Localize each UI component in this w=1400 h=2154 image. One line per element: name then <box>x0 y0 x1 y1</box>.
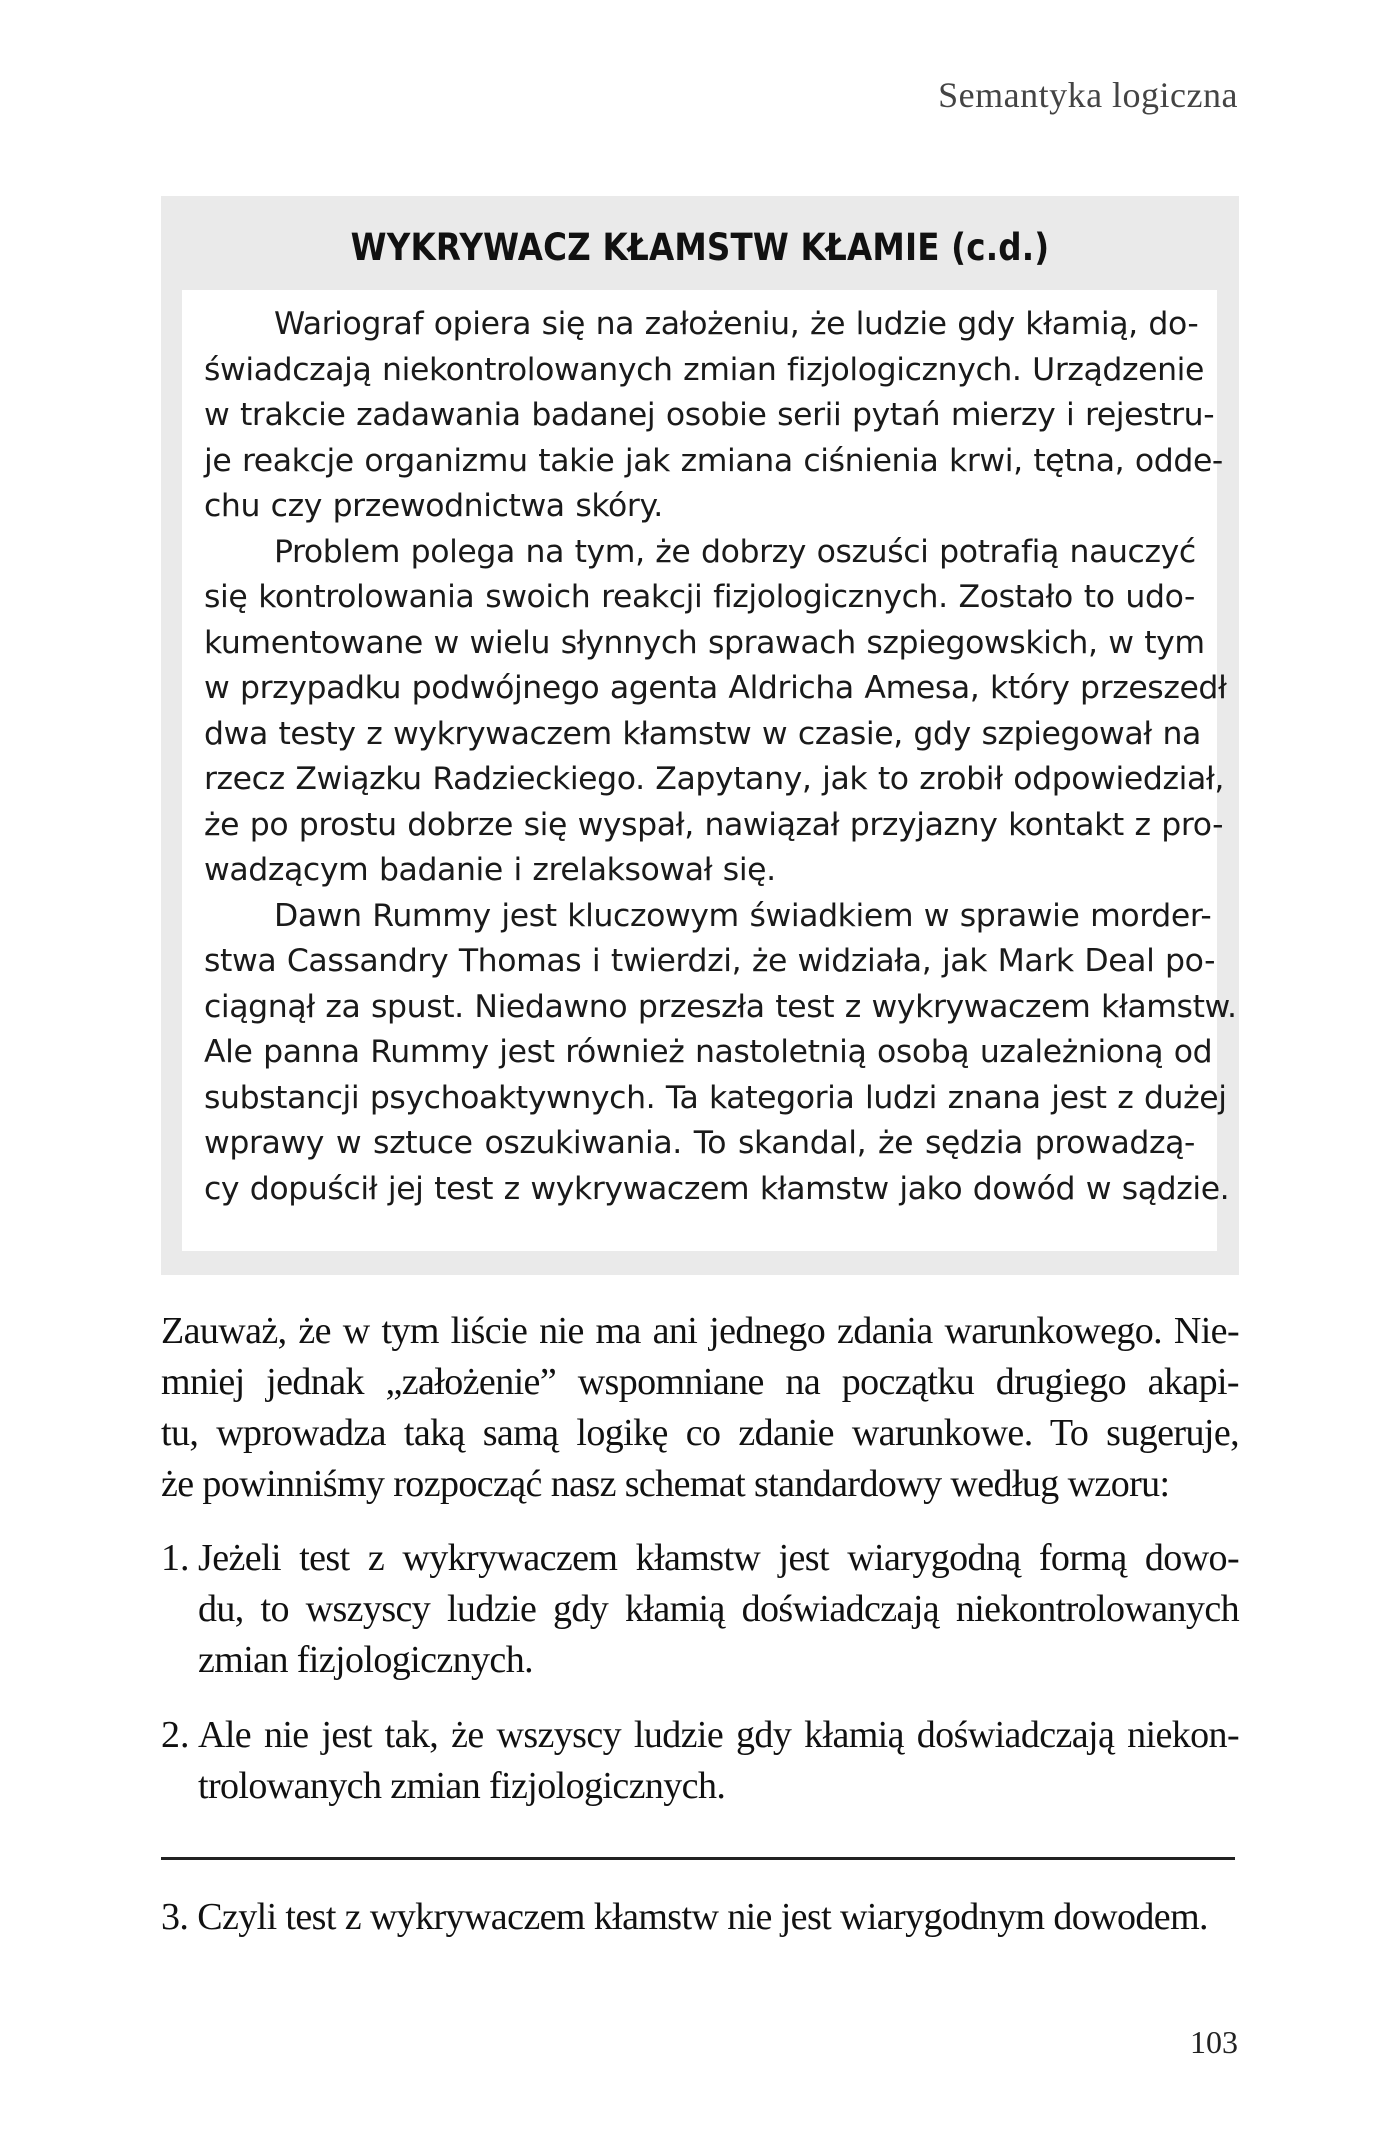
sidebar-paragraph <box>204 530 1227 894</box>
text-line: się kontrolowania swoich reakcji fizjologicznych. Zostało to udo- <box>204 579 1195 615</box>
conclusion: 3. Czyli test z wykrywaczem kłamstw nie jest wiarygodnym dowodem. <box>161 1896 1208 1938</box>
text-line: Ale nie jest tak, że wszyscy ludzie gdy kłamią doświadczają niekon- <box>198 1714 1239 1756</box>
text-line: chu czy przewodnictwa skóry. <box>204 488 663 524</box>
sidebar-content <box>182 290 1237 1251</box>
premise-number: 1. <box>161 1537 190 1579</box>
intro-paragraph <box>161 1306 1239 1510</box>
text-line: Dawn Rummy jest kluczowym świadkiem w sprawie morder- <box>274 897 1212 934</box>
text-line: Wariograf opiera się na założeniu, że ludzie gdy kłamią, do- <box>274 306 1199 342</box>
text-line: Ale panna Rummy jest również nastoletnią osobą uzależnioną od <box>204 1034 1213 1070</box>
conclusion-divider <box>161 1857 1235 1860</box>
text-line: w trakcie zadawania badanej osobie serii pytań mierzy i rejestru- <box>204 397 1215 433</box>
text-line: stwa Cassandry Thomas i twierdzi, że widziała, jak Mark Deal po- <box>204 943 1216 979</box>
premise-number: 2. <box>161 1714 190 1756</box>
text-line: tu, wprowadza taką samą logikę co zdanie warunkowe. To sugeruje, <box>161 1412 1239 1454</box>
text-line: je reakcje organizmu takie jak zmiana ciśnienia krwi, tętna, odde- <box>204 442 1223 479</box>
text-line: cy dopuścił jej test z wykrywaczem kłamstw jako dowód w sądzie. <box>204 1170 1230 1207</box>
text-line: rzecz Związku Radzieckiego. Zapytany, jak to zrobił odpowiedział, <box>204 761 1225 797</box>
text-line: że po prostu dobrze się wyspał, nawiązał przyjazny kontakt z pro- <box>204 806 1224 843</box>
text-line: mniej jednak „założenie” wspomniane na początku drugiego akapi- <box>161 1361 1239 1403</box>
sidebar-paragraph <box>204 894 1237 1213</box>
page-number: 103 <box>1190 2024 1238 2060</box>
text-line: du, to wszyscy ludzie gdy kłamią doświadczają niekontrolowanych <box>198 1588 1239 1630</box>
text-line: świadczają niekontrolowanych zmian fizjologicznych. Urządzenie <box>204 351 1205 388</box>
text-line: wadzącym badanie i zrelaksował się. <box>204 852 776 888</box>
text-line: w przypadku podwójnego agenta Aldricha Amesa, który przeszedł <box>204 670 1227 706</box>
premise-2 <box>161 1710 1239 1812</box>
running-head: Semantyka logiczna <box>938 75 1238 115</box>
sidebar-title: WYKRYWACZ KŁAMSTW KŁAMIE (c.d.) <box>350 226 1050 269</box>
text-line: ciągnął za spust. Niedawno przeszła test z wykrywaczem kłamstw. <box>204 988 1237 1025</box>
text-line: Problem polega na tym, że dobrzy oszuści potrafią nauczyć <box>274 533 1196 570</box>
text-line: dwa testy z wykrywaczem kłamstw w czasie, gdy szpiegował na <box>204 715 1201 752</box>
text-line: substancji psychoaktywnych. Ta kategoria ludzi znana jest z dużej <box>204 1079 1227 1116</box>
premise-1 <box>161 1533 1239 1686</box>
text-line: zmian fizjologicznych. <box>198 1639 533 1681</box>
text-line: wprawy w sztuce oszukiwania. To skandal, że sędzia prowadzą- <box>204 1125 1195 1161</box>
text-line: kumentowane w wielu słynnych sprawach szpiegowskich, w tym <box>204 624 1205 661</box>
text-line: Zauważ, że w tym liście nie ma ani jednego zdania warunkowego. Nie- <box>161 1310 1239 1352</box>
sidebar-box <box>161 196 1239 1275</box>
text-line: że powinniśmy rozpocząć nasz schemat standardowy według wzoru: <box>161 1463 1170 1505</box>
text-line: Jeżeli test z wykrywaczem kłamstw jest wiarygodną formą dowo- <box>198 1537 1239 1579</box>
text-line: trolowanych zmian fizjologicznych. <box>198 1765 726 1807</box>
sidebar-paragraph <box>204 302 1223 530</box>
